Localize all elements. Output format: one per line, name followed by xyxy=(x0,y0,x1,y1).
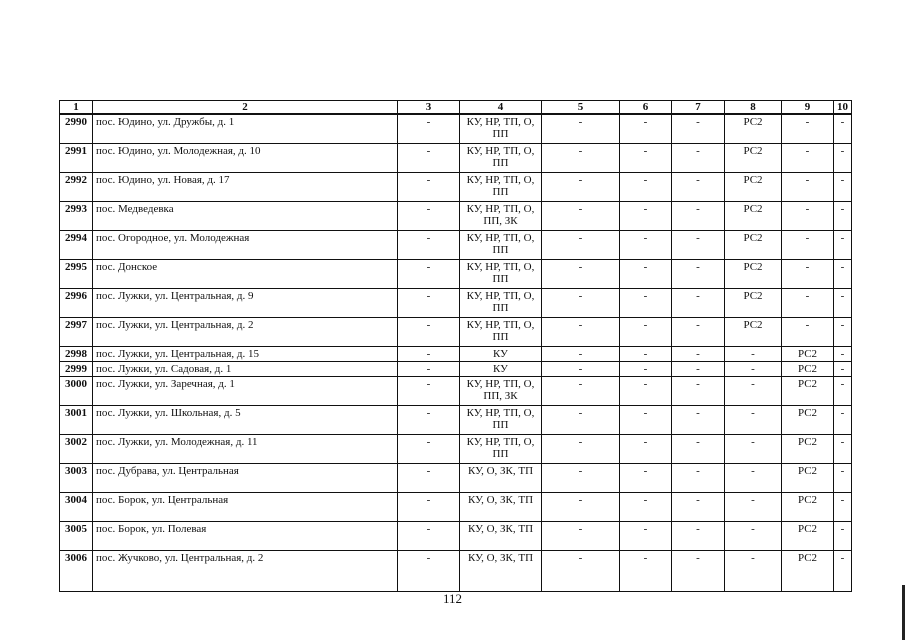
cell-col3: - xyxy=(398,464,460,493)
cell-col7: - xyxy=(672,551,725,592)
table-row xyxy=(60,289,852,318)
cell-col10: - xyxy=(834,289,852,318)
cell-col10: - xyxy=(834,318,852,347)
cell-col7: - xyxy=(672,202,725,231)
table-row xyxy=(60,406,852,435)
row-number: 2994 xyxy=(60,231,93,260)
cell-col5: - xyxy=(542,435,620,464)
cell-col7: - xyxy=(672,260,725,289)
cell-col9: РС2 xyxy=(782,551,834,592)
cell-col7: - xyxy=(672,377,725,406)
cell-col6: - xyxy=(620,173,672,202)
row-number: 2998 xyxy=(60,347,93,362)
cell-col9: РС2 xyxy=(782,435,834,464)
cell-col9: - xyxy=(782,144,834,173)
cell-col8: - xyxy=(725,435,782,464)
cell-col6: - xyxy=(620,522,672,551)
cell-col10: - xyxy=(834,362,852,377)
codes-cell: КУ, НР, ТП, О, ПП xyxy=(460,406,542,435)
cell-col3: - xyxy=(398,377,460,406)
cell-col6: - xyxy=(620,493,672,522)
cell-col10: - xyxy=(834,551,852,592)
cell-col9: РС2 xyxy=(782,377,834,406)
codes-cell: КУ, НР, ТП, О, ПП xyxy=(460,231,542,260)
cell-col6: - xyxy=(620,362,672,377)
cell-col5: - xyxy=(542,289,620,318)
table-body xyxy=(60,114,852,592)
cell-col10: - xyxy=(834,464,852,493)
cell-col3: - xyxy=(398,551,460,592)
cell-col6: - xyxy=(620,318,672,347)
column-header-9: 9 xyxy=(782,101,834,115)
cell-col6: - xyxy=(620,347,672,362)
cell-col9: РС2 xyxy=(782,522,834,551)
cell-col10: - xyxy=(834,377,852,406)
row-number: 2992 xyxy=(60,173,93,202)
codes-cell: КУ, НР, ТП, О, ПП xyxy=(460,318,542,347)
cell-col6: - xyxy=(620,260,672,289)
cell-col8: РС2 xyxy=(725,114,782,144)
cell-col6: - xyxy=(620,377,672,406)
cell-col7: - xyxy=(672,406,725,435)
address-cell: пос. Лужки, ул. Центральная, д. 2 xyxy=(93,318,398,347)
cell-col8: - xyxy=(725,406,782,435)
column-header-6: 6 xyxy=(620,101,672,115)
cell-col8: РС2 xyxy=(725,202,782,231)
codes-cell: КУ, НР, ТП, О, ПП xyxy=(460,144,542,173)
codes-cell: КУ, НР, ТП, О, ПП xyxy=(460,435,542,464)
row-number: 3003 xyxy=(60,464,93,493)
row-number: 3006 xyxy=(60,551,93,592)
cell-col6: - xyxy=(620,114,672,144)
row-number: 2990 xyxy=(60,114,93,144)
cell-col8: РС2 xyxy=(725,289,782,318)
cell-col3: - xyxy=(398,231,460,260)
row-number: 3001 xyxy=(60,406,93,435)
column-header-3: 3 xyxy=(398,101,460,115)
data-table xyxy=(59,100,852,592)
codes-cell: КУ, О, ЗК, ТП xyxy=(460,551,542,592)
address-cell: пос. Борок, ул. Полевая xyxy=(93,522,398,551)
cell-col5: - xyxy=(542,114,620,144)
cell-col10: - xyxy=(834,435,852,464)
codes-cell: КУ, НР, ТП, О, ПП, ЗК xyxy=(460,377,542,406)
cell-col6: - xyxy=(620,406,672,435)
table-row xyxy=(60,231,852,260)
table-row xyxy=(60,173,852,202)
cell-col7: - xyxy=(672,231,725,260)
cell-col9: - xyxy=(782,289,834,318)
cell-col3: - xyxy=(398,347,460,362)
cell-col5: - xyxy=(542,377,620,406)
cell-col8: РС2 xyxy=(725,173,782,202)
cell-col7: - xyxy=(672,144,725,173)
cell-col9: - xyxy=(782,202,834,231)
cell-col9: РС2 xyxy=(782,362,834,377)
cell-col7: - xyxy=(672,318,725,347)
cell-col10: - xyxy=(834,144,852,173)
cell-col3: - xyxy=(398,318,460,347)
codes-cell: КУ, О, ЗК, ТП xyxy=(460,464,542,493)
cell-col7: - xyxy=(672,173,725,202)
table-row xyxy=(60,551,852,592)
cell-col6: - xyxy=(620,464,672,493)
cell-col8: - xyxy=(725,551,782,592)
cell-col5: - xyxy=(542,318,620,347)
cell-col5: - xyxy=(542,347,620,362)
cell-col3: - xyxy=(398,173,460,202)
address-cell: пос. Медведевка xyxy=(93,202,398,231)
table-row xyxy=(60,318,852,347)
row-number: 2996 xyxy=(60,289,93,318)
address-cell: пос. Лужки, ул. Садовая, д. 1 xyxy=(93,362,398,377)
cell-col9: РС2 xyxy=(782,347,834,362)
codes-cell: КУ, НР, ТП, О, ПП xyxy=(460,114,542,144)
cell-col9: - xyxy=(782,114,834,144)
codes-cell: КУ, НР, ТП, О, ПП, ЗК xyxy=(460,202,542,231)
cell-col8: - xyxy=(725,464,782,493)
cell-col3: - xyxy=(398,522,460,551)
table-row xyxy=(60,377,852,406)
cell-col7: - xyxy=(672,522,725,551)
cell-col3: - xyxy=(398,260,460,289)
column-header-8: 8 xyxy=(725,101,782,115)
cell-col10: - xyxy=(834,347,852,362)
address-cell: пос. Жучково, ул. Центральная, д. 2 xyxy=(93,551,398,592)
cell-col8: - xyxy=(725,493,782,522)
codes-cell: КУ, О, ЗК, ТП xyxy=(460,522,542,551)
cell-col10: - xyxy=(834,114,852,144)
cell-col5: - xyxy=(542,406,620,435)
cell-col5: - xyxy=(542,464,620,493)
codes-cell: КУ xyxy=(460,347,542,362)
cell-col3: - xyxy=(398,493,460,522)
row-number: 2999 xyxy=(60,362,93,377)
table-row xyxy=(60,202,852,231)
cell-col6: - xyxy=(620,435,672,464)
address-cell: пос. Юдино, ул. Дружбы, д. 1 xyxy=(93,114,398,144)
address-cell: пос. Огородное, ул. Молодежная xyxy=(93,231,398,260)
table-row xyxy=(60,522,852,551)
cell-col8: РС2 xyxy=(725,231,782,260)
codes-cell: КУ, НР, ТП, О, ПП xyxy=(460,173,542,202)
cell-col3: - xyxy=(398,114,460,144)
row-number: 3004 xyxy=(60,493,93,522)
cell-col8: РС2 xyxy=(725,144,782,173)
cell-col8: - xyxy=(725,377,782,406)
cell-col3: - xyxy=(398,289,460,318)
cell-col5: - xyxy=(542,362,620,377)
cell-col5: - xyxy=(542,173,620,202)
cell-col7: - xyxy=(672,347,725,362)
table-row xyxy=(60,114,852,144)
cell-col6: - xyxy=(620,202,672,231)
column-header-4: 4 xyxy=(460,101,542,115)
cell-col9: РС2 xyxy=(782,493,834,522)
column-header-2: 2 xyxy=(93,101,398,115)
cell-col5: - xyxy=(542,522,620,551)
cell-col5: - xyxy=(542,231,620,260)
cell-col5: - xyxy=(542,493,620,522)
row-number: 2995 xyxy=(60,260,93,289)
cell-col8: РС2 xyxy=(725,318,782,347)
address-cell: пос. Лужки, ул. Заречная, д. 1 xyxy=(93,377,398,406)
cell-col7: - xyxy=(672,464,725,493)
cell-col3: - xyxy=(398,362,460,377)
address-cell: пос. Лужки, ул. Центральная, д. 15 xyxy=(93,347,398,362)
column-header-1: 1 xyxy=(60,101,93,115)
cell-col5: - xyxy=(542,144,620,173)
address-cell: пос. Донское xyxy=(93,260,398,289)
cell-col10: - xyxy=(834,406,852,435)
header-row xyxy=(60,101,852,115)
cell-col9: - xyxy=(782,231,834,260)
column-header-7: 7 xyxy=(672,101,725,115)
cell-col7: - xyxy=(672,435,725,464)
cell-col5: - xyxy=(542,260,620,289)
cell-col10: - xyxy=(834,493,852,522)
cell-col9: - xyxy=(782,173,834,202)
column-header-10: 10 xyxy=(834,101,852,115)
cell-col9: РС2 xyxy=(782,406,834,435)
address-cell: пос. Лужки, ул. Центральная, д. 9 xyxy=(93,289,398,318)
table-row xyxy=(60,347,852,362)
cell-col7: - xyxy=(672,114,725,144)
codes-cell: КУ, О, ЗК, ТП xyxy=(460,493,542,522)
cell-col8: РС2 xyxy=(725,260,782,289)
table-row xyxy=(60,435,852,464)
cell-col9: - xyxy=(782,260,834,289)
cell-col8: - xyxy=(725,347,782,362)
row-number: 3005 xyxy=(60,522,93,551)
codes-cell: КУ, НР, ТП, О, ПП xyxy=(460,260,542,289)
cell-col6: - xyxy=(620,231,672,260)
column-header-5: 5 xyxy=(542,101,620,115)
cell-col6: - xyxy=(620,551,672,592)
cell-col7: - xyxy=(672,362,725,377)
table-row xyxy=(60,260,852,289)
cell-col3: - xyxy=(398,144,460,173)
page-number: 112 xyxy=(442,591,463,606)
cell-col7: - xyxy=(672,289,725,318)
table-header xyxy=(60,101,852,115)
address-cell: пос. Юдино, ул. Молодежная, д. 10 xyxy=(93,144,398,173)
row-number: 2997 xyxy=(60,318,93,347)
cell-col6: - xyxy=(620,289,672,318)
address-cell: пос. Лужки, ул. Молодежная, д. 11 xyxy=(93,435,398,464)
cell-col5: - xyxy=(542,551,620,592)
cell-col10: - xyxy=(834,522,852,551)
cell-col3: - xyxy=(398,202,460,231)
row-number: 3000 xyxy=(60,377,93,406)
table-row xyxy=(60,464,852,493)
table-row xyxy=(60,493,852,522)
address-cell: пос. Лужки, ул. Школьная, д. 5 xyxy=(93,406,398,435)
cell-col9: РС2 xyxy=(782,464,834,493)
address-cell: пос. Юдино, ул. Новая, д. 17 xyxy=(93,173,398,202)
cell-col10: - xyxy=(834,260,852,289)
codes-cell: КУ, НР, ТП, О, ПП xyxy=(460,289,542,318)
cell-col10: - xyxy=(834,173,852,202)
address-cell: пос. Дубрава, ул. Центральная xyxy=(93,464,398,493)
cell-col8: - xyxy=(725,362,782,377)
codes-cell: КУ xyxy=(460,362,542,377)
cell-col9: - xyxy=(782,318,834,347)
address-cell: пос. Борок, ул. Центральная xyxy=(93,493,398,522)
row-number: 2991 xyxy=(60,144,93,173)
cell-col7: - xyxy=(672,493,725,522)
cell-col5: - xyxy=(542,202,620,231)
cell-col6: - xyxy=(620,144,672,173)
cell-col10: - xyxy=(834,202,852,231)
cell-col10: - xyxy=(834,231,852,260)
cell-col8: - xyxy=(725,522,782,551)
table-row xyxy=(60,144,852,173)
cell-col3: - xyxy=(398,406,460,435)
cell-col3: - xyxy=(398,435,460,464)
row-number: 2993 xyxy=(60,202,93,231)
table-row xyxy=(60,362,852,377)
row-number: 3002 xyxy=(60,435,93,464)
